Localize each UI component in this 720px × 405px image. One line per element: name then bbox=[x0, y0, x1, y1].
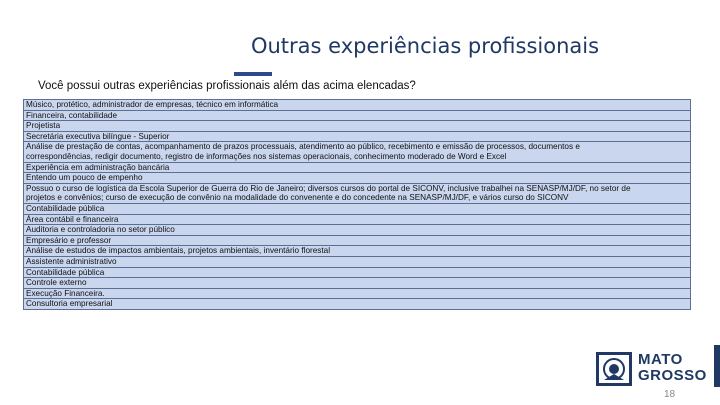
table-row: Controle externo bbox=[24, 278, 690, 289]
table-row: Consultoria empresarial bbox=[24, 299, 690, 309]
table-row: Entendo um pouco de empenho bbox=[24, 173, 690, 184]
brand-accent-bar bbox=[714, 345, 720, 387]
table-row-line: correspondências, redigir documento, registro de informações nos sistemas operacionais, conhecimento moderado de Word e Excel bbox=[26, 151, 507, 161]
table-row-line: Possuo o curso de logística da Escola Superior de Guerra do Rio de Janeiro; diversos cursos do portal de SICONV, inclusive trabalhei na SENASP/MJ/DF, no setor de bbox=[26, 183, 631, 193]
responses-table bbox=[23, 99, 691, 310]
title-underline bbox=[234, 72, 272, 76]
table-row-line: Análise de prestação de contas, acompanhamento de prazos processuais, atendimento ao público, recebimento e emissão de processos, documentos e bbox=[26, 142, 580, 152]
table-row: Auditoria e controladoria no setor público bbox=[24, 225, 690, 236]
table-row: Contabilidade pública bbox=[24, 204, 690, 215]
table-row bbox=[24, 142, 690, 162]
survey-question: Você possui outras experiências profissionais além das acima elencadas? bbox=[38, 80, 416, 92]
table-row-line: projetos e convênios; curso de execução de convênio na modalidade do convenente e do concedente na SENASP/MJ/DF, e vários curso do SICONV bbox=[26, 193, 569, 203]
brand-line-2: GROSSO bbox=[638, 367, 707, 384]
table-row: Contabilidade pública bbox=[24, 268, 690, 279]
slide-title: Outras experiências profissionais bbox=[250, 34, 600, 58]
table-row: Execução Financeira. bbox=[24, 289, 690, 300]
page-number: 18 bbox=[664, 389, 676, 400]
brand-wordmark bbox=[638, 352, 707, 384]
table-row: Área contábil e financeira bbox=[24, 215, 690, 226]
table-row: Análise de estudos de impactos ambientais, projetos ambientais, inventário florestal bbox=[24, 246, 690, 257]
table-row: Assistente administrativo bbox=[24, 257, 690, 268]
table-row: Experiência em administração bancária bbox=[24, 163, 690, 174]
table-row: Secretária executiva bilíngue - Superior bbox=[24, 132, 690, 143]
brand-line-1: MATO bbox=[638, 351, 683, 368]
table-row: Músico, protético, administrador de empresas, técnico em informática bbox=[24, 100, 690, 111]
table-row: Financeira, contabilidade bbox=[24, 111, 690, 122]
state-crest-icon bbox=[596, 352, 632, 386]
table-row: Projetista bbox=[24, 121, 690, 132]
table-row: Empresário e professor bbox=[24, 236, 690, 247]
table-row bbox=[24, 184, 690, 204]
